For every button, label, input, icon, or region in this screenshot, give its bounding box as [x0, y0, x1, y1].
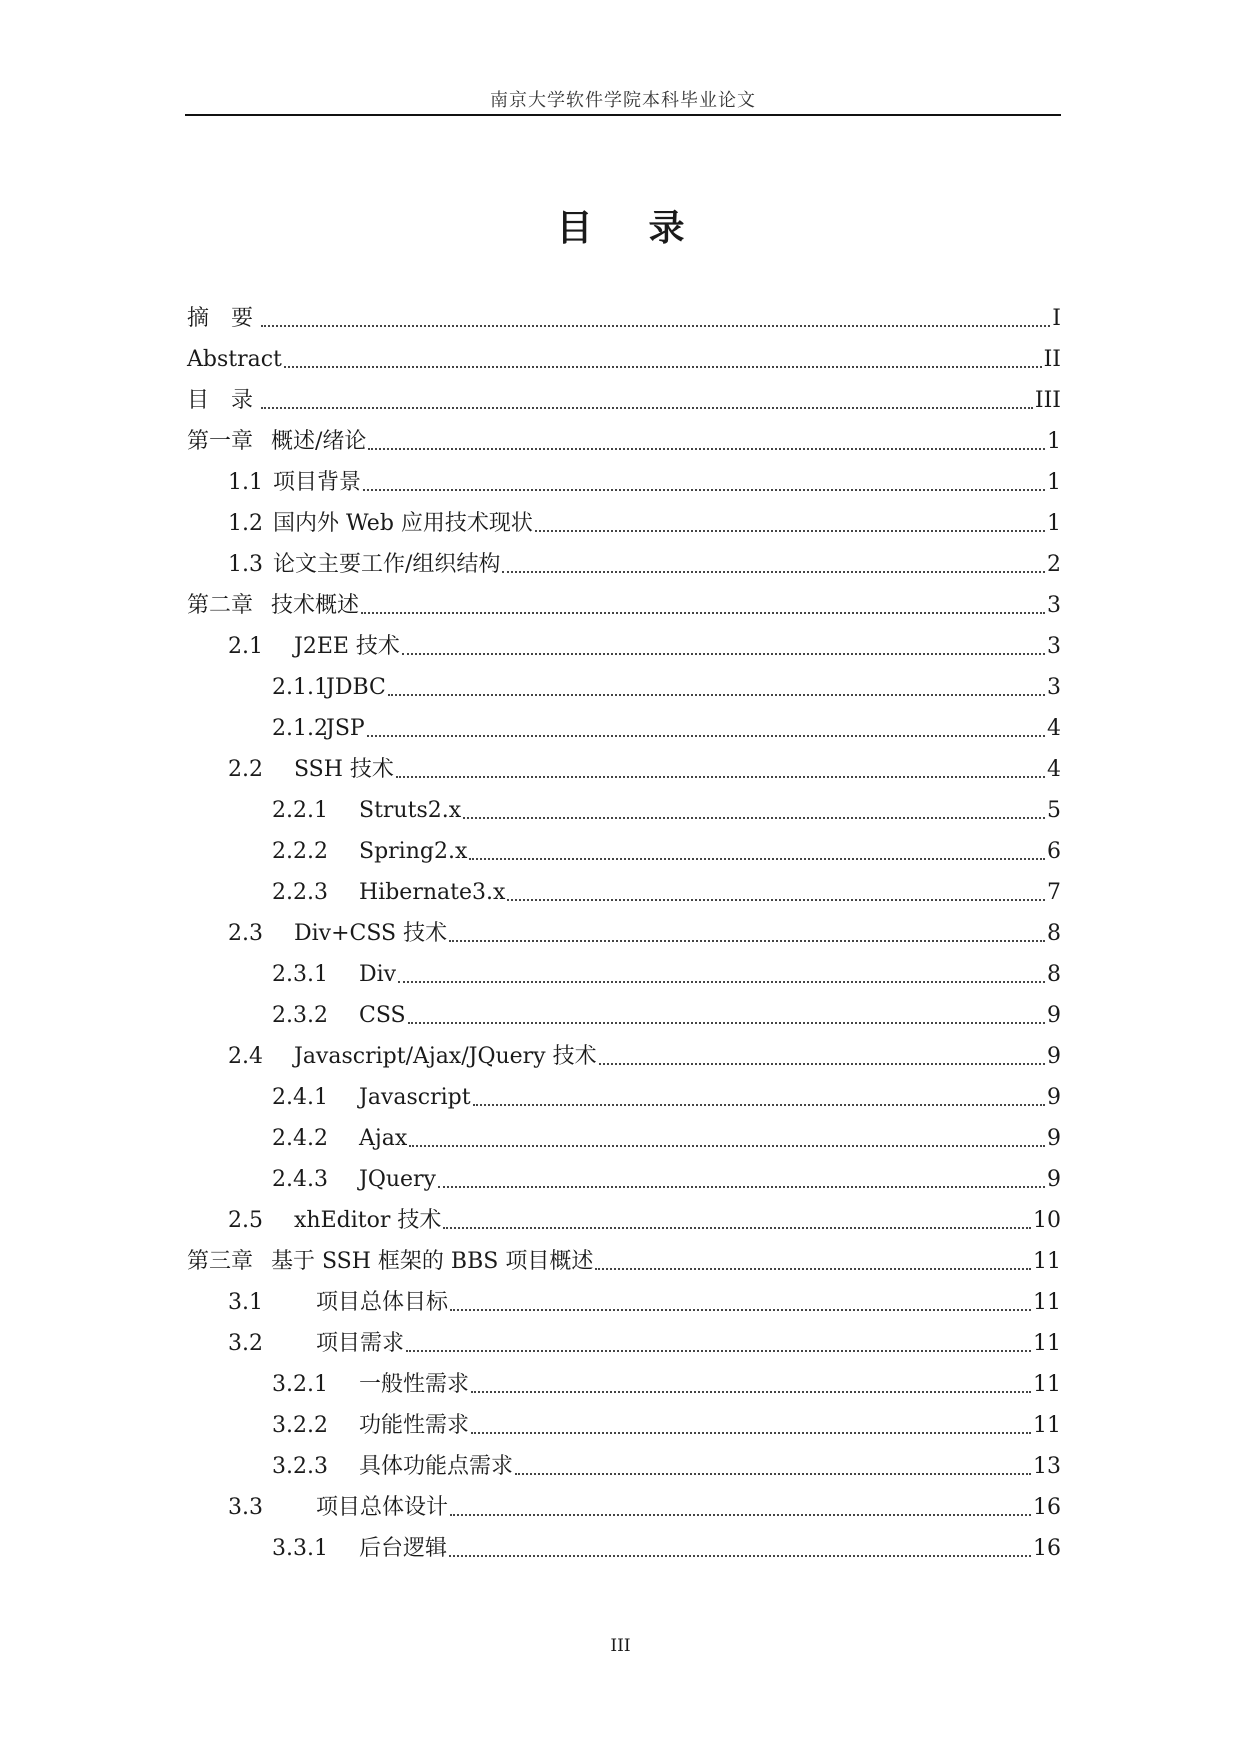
toc-leader-dots — [367, 735, 1045, 737]
toc-leader-dots — [471, 1391, 1031, 1393]
toc-entry-number: 第二章 — [187, 593, 254, 618]
toc-leader-dots — [396, 776, 1045, 778]
toc-entry-page: 9 — [1047, 1126, 1061, 1151]
toc-leader-dots — [535, 530, 1045, 532]
toc-entry-number: 1.3 — [228, 552, 263, 577]
toc-entry-page: 11 — [1033, 1290, 1061, 1315]
toc-entry-page: 11 — [1033, 1331, 1061, 1356]
toc-entry-number: 3.2.3 — [272, 1454, 328, 1479]
toc-entry-label: J2EE 技术 — [294, 634, 400, 659]
toc-leader-dots — [261, 407, 1033, 409]
toc-entry[interactable] — [228, 918, 1061, 948]
toc-entry-number: 2.1 — [228, 634, 263, 659]
toc-leader-dots — [449, 1555, 1031, 1557]
toc-entry-page: 3 — [1047, 675, 1061, 700]
toc-entry-label: CSS — [359, 1003, 406, 1028]
toc-entry-number: 2.2.3 — [272, 880, 328, 905]
toc-entry-page: 1 — [1047, 429, 1061, 454]
toc-entry-number: 2.1.2 — [272, 716, 328, 741]
toc-entry[interactable] — [272, 1123, 1061, 1153]
toc-entry-number: 2.3 — [228, 921, 263, 946]
toc-entry[interactable] — [187, 385, 1061, 415]
toc-entry-label: SSH 技术 — [294, 757, 394, 782]
toc-entry[interactable] — [228, 1041, 1061, 1071]
toc-entry-page: 13 — [1033, 1454, 1061, 1479]
toc-entry-page: 11 — [1033, 1249, 1061, 1274]
toc-entry-page: 8 — [1047, 962, 1061, 987]
toc-leader-dots — [409, 1145, 1045, 1147]
toc-entry-label: 项目背景 — [273, 470, 362, 495]
toc-entry-number: 第一章 — [187, 429, 254, 454]
toc-entry[interactable] — [272, 1451, 1061, 1481]
toc-entry[interactable] — [187, 1246, 1061, 1276]
toc-entry-page: III — [1034, 388, 1061, 413]
toc-entry-page: 3 — [1047, 593, 1061, 618]
toc-entry-label: Javascript/Ajax/JQuery 技术 — [294, 1044, 597, 1069]
toc-entry[interactable] — [272, 1082, 1061, 1112]
toc-entry[interactable] — [228, 467, 1061, 497]
toc-entry-number: 3.3.1 — [272, 1536, 328, 1561]
toc-entry-label: xhEditor 技术 — [294, 1208, 442, 1233]
toc-entry-label: 项目总体设计 — [316, 1495, 449, 1520]
toc-leader-dots — [398, 981, 1045, 983]
toc-entry-label: Div — [359, 962, 397, 987]
toc-leader-dots — [402, 653, 1045, 655]
toc-entry-label: 后台逻辑 — [359, 1536, 448, 1561]
toc-title-char-1: 目 — [556, 208, 593, 249]
toc-leader-dots — [595, 1268, 1031, 1270]
toc-entry-label: 具体功能点需求 — [359, 1454, 514, 1479]
toc-entry[interactable] — [187, 590, 1061, 620]
toc-entry-page: I — [1052, 306, 1061, 331]
toc-entry-page: 5 — [1047, 798, 1061, 823]
toc-entry-page: 11 — [1033, 1372, 1061, 1397]
toc-leader-dots — [449, 940, 1045, 942]
toc-entry-page: 9 — [1047, 1003, 1061, 1028]
toc-entry-number: 目 录 — [187, 388, 254, 413]
toc-leader-dots — [471, 1432, 1031, 1434]
toc-entry-page: 16 — [1033, 1495, 1061, 1520]
toc-entry[interactable] — [228, 508, 1061, 538]
toc-entry-label: Div+CSS 技术 — [294, 921, 448, 946]
toc-entry-page: 4 — [1047, 716, 1061, 741]
toc-entry-label: 项目需求 — [316, 1331, 405, 1356]
toc-entry-page: 9 — [1047, 1044, 1061, 1069]
toc-entry[interactable] — [272, 1533, 1061, 1563]
toc-entry[interactable] — [187, 426, 1061, 456]
toc-entry-page: 16 — [1033, 1536, 1061, 1561]
toc-entry-label: Javascript — [359, 1085, 471, 1110]
toc-entry-page: 4 — [1047, 757, 1061, 782]
toc-leader-dots — [599, 1063, 1045, 1065]
toc-entry[interactable] — [272, 1410, 1061, 1440]
toc-entry-label: Spring2.x — [359, 839, 468, 864]
toc-entry-page: 3 — [1047, 634, 1061, 659]
toc-entry[interactable] — [272, 877, 1061, 907]
toc-entry-label: 技术概述 — [271, 593, 360, 618]
toc-entry-number: 2.4.1 — [272, 1085, 328, 1110]
toc-leader-dots — [469, 858, 1045, 860]
toc-entry-number: 3.2 — [228, 1331, 263, 1356]
toc-entry-page: 9 — [1047, 1167, 1061, 1192]
toc-entry[interactable] — [272, 672, 1061, 702]
toc-entry[interactable] — [228, 631, 1061, 661]
toc-leader-dots — [408, 1022, 1045, 1024]
toc-leader-dots — [361, 612, 1045, 614]
toc-entry-label: Hibernate3.x — [359, 880, 506, 905]
toc-entry-label: JQuery — [359, 1167, 436, 1192]
toc-entry-label: Struts2.x — [359, 798, 462, 823]
toc-entry-number: 2.2.1 — [272, 798, 328, 823]
toc-entry-number: 2.2 — [228, 757, 263, 782]
toc-entry-page: 11 — [1033, 1413, 1061, 1438]
toc-entry-number: 2.4 — [228, 1044, 263, 1069]
toc-entry-number: 摘 要 — [187, 306, 254, 331]
toc-entry-number: 1.1 — [228, 470, 263, 495]
toc-entry-number: 1.2 — [228, 511, 263, 536]
toc-leader-dots — [284, 366, 1042, 368]
toc-entry[interactable] — [272, 1164, 1061, 1194]
toc-entry-number: 3.2.2 — [272, 1413, 328, 1438]
toc-entry-label: 一般性需求 — [359, 1372, 470, 1397]
toc-leader-dots — [515, 1473, 1031, 1475]
toc-entry-number: 2.2.2 — [272, 839, 328, 864]
toc-leader-dots — [438, 1186, 1045, 1188]
toc-entry[interactable] — [228, 549, 1061, 579]
toc-entry[interactable] — [228, 1205, 1061, 1235]
toc-entry-label: 概述/绪论 — [271, 429, 367, 454]
toc-leader-dots — [473, 1104, 1045, 1106]
toc-entry-label: 论文主要工作/组织结构 — [273, 552, 501, 577]
toc-entry[interactable] — [187, 303, 1061, 333]
toc-leader-dots — [363, 489, 1045, 491]
toc-title-char-2: 录 — [648, 208, 685, 249]
toc-entry-number: 3.1 — [228, 1290, 263, 1315]
toc-entry-label: JSP — [326, 716, 365, 741]
toc-entry[interactable] — [228, 1287, 1061, 1317]
toc-leader-dots — [502, 571, 1045, 573]
toc-entry-page: II — [1043, 347, 1061, 372]
toc-entry-label: 基于 SSH 框架的 BBS 项目概述 — [271, 1249, 594, 1274]
toc-entry-number: Abstract — [187, 347, 282, 372]
toc-entry-number: 2.5 — [228, 1208, 263, 1233]
toc-entry[interactable] — [272, 795, 1061, 825]
toc-entry-number: 2.1.1 — [272, 675, 328, 700]
toc-leader-dots — [368, 448, 1045, 450]
toc-entry-number: 3.3 — [228, 1495, 263, 1520]
toc-entry[interactable] — [228, 1492, 1061, 1522]
toc-entry-label: 项目总体目标 — [316, 1290, 449, 1315]
toc-entry-page: 8 — [1047, 921, 1061, 946]
toc-entry-number: 第三章 — [187, 1249, 254, 1274]
toc-entry-label: 国内外 Web 应用技术现状 — [273, 511, 533, 536]
toc-entry-page: 7 — [1047, 880, 1061, 905]
toc-entry-page: 1 — [1047, 470, 1061, 495]
toc-leader-dots — [463, 817, 1045, 819]
toc-leader-dots — [507, 899, 1045, 901]
toc-entry[interactable] — [272, 836, 1061, 866]
toc-entry-label: Ajax — [359, 1126, 408, 1151]
page-number: III — [610, 1636, 631, 1656]
toc-leader-dots — [450, 1514, 1031, 1516]
toc-entry-number: 2.4.2 — [272, 1126, 328, 1151]
toc-entry-number: 2.4.3 — [272, 1167, 328, 1192]
toc-leader-dots — [261, 325, 1050, 327]
toc-entry-label: JDBC — [326, 675, 386, 700]
toc-entry[interactable] — [228, 1328, 1061, 1358]
running-header: 南京大学软件学院本科毕业论文 — [490, 90, 756, 111]
toc-leader-dots — [443, 1227, 1031, 1229]
toc-entry[interactable] — [272, 1369, 1061, 1399]
toc-entry[interactable] — [187, 344, 1061, 374]
toc-leader-dots — [406, 1350, 1031, 1352]
toc-entry[interactable] — [272, 1000, 1061, 1030]
toc-entry-number: 2.3.2 — [272, 1003, 328, 1028]
toc-entry-number: 3.2.1 — [272, 1372, 328, 1397]
toc-entry-page: 10 — [1033, 1208, 1061, 1233]
toc-entry-page: 6 — [1047, 839, 1061, 864]
toc-leader-dots — [450, 1309, 1031, 1311]
toc-entry-page: 1 — [1047, 511, 1061, 536]
toc-entry-page: 9 — [1047, 1085, 1061, 1110]
toc-entry[interactable] — [228, 754, 1061, 784]
toc-entry[interactable] — [272, 713, 1061, 743]
toc-entry-label: 功能性需求 — [359, 1413, 470, 1438]
toc-entry-page: 2 — [1047, 552, 1061, 577]
toc-leader-dots — [388, 694, 1045, 696]
toc-entry[interactable] — [272, 959, 1061, 989]
toc-entry-number: 2.3.1 — [272, 962, 328, 987]
